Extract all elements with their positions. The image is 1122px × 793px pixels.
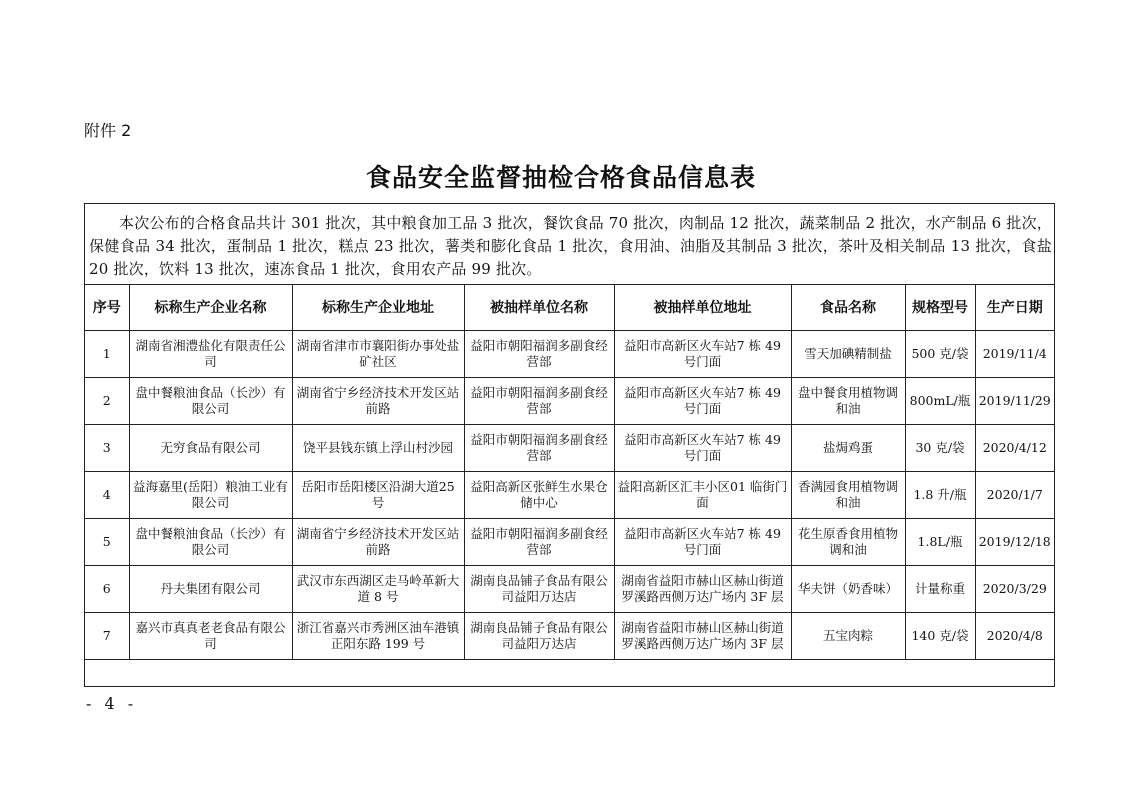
cell-producer-address: 湖南省津市市襄阳街办事处盐矿社区: [292, 331, 464, 378]
cell-sampled-unit-address: 益阳市高新区火车站7 栋 49 号门面: [614, 425, 791, 472]
cell-sampled-unit-address: 湖南省益阳市赫山区赫山街道罗溪路西侧万达广场内 3F 层: [614, 566, 791, 613]
page-title: 食品安全监督抽检合格食品信息表: [365, 163, 756, 192]
column-header-production-date: 生产日期: [975, 285, 1054, 331]
table-row: [85, 331, 1054, 378]
cell-sampled-unit-name: 湖南良品铺子食品有限公司益阳万达店: [464, 613, 614, 660]
table-row: [85, 472, 1054, 519]
cell-spec: 1.8L/瓶: [905, 519, 975, 566]
cell-producer-address: 武汉市东西湖区走马岭革新大道 8 号: [292, 566, 464, 613]
cell-production-date: 2019/11/4: [975, 331, 1054, 378]
cell-seq: 3: [85, 425, 129, 472]
cell-sampled-unit-address: 益阳市高新区火车站7 栋 49 号门面: [614, 378, 791, 425]
table-header-row: [85, 285, 1054, 331]
cell-producer-name: 湖南省湘澧盐化有限责任公司: [129, 331, 292, 378]
cell-producer-name: 丹夫集团有限公司: [129, 566, 292, 613]
column-header-producer-address: 标称生产企业地址: [292, 285, 464, 331]
cell-spec: 140 克/袋: [905, 613, 975, 660]
cell-producer-address: 湖南省宁乡经济技术开发区站前路: [292, 519, 464, 566]
cell-food-name: 花生原香食用植物调和油: [791, 519, 905, 566]
column-header-sampled-unit-address: 被抽样单位地址: [614, 285, 791, 331]
cell-food-name: 盘中餐食用植物调和油: [791, 378, 905, 425]
cell-sampled-unit-name: 益阳高新区张鲜生水果仓储中心: [464, 472, 614, 519]
cell-producer-name: 益海嘉里(岳阳）粮油工业有限公司: [129, 472, 292, 519]
cell-spec: 1.8 升/瓶: [905, 472, 975, 519]
cell-production-date: 2020/1/7: [975, 472, 1054, 519]
cell-spec: 30 克/袋: [905, 425, 975, 472]
table-row: [85, 425, 1054, 472]
cell-spec: 计量称重: [905, 566, 975, 613]
cell-food-name: 雪天加碘精制盐: [791, 331, 905, 378]
column-header-food-name: 食品名称: [791, 285, 905, 331]
cell-spec: 500 克/袋: [905, 331, 975, 378]
cell-food-name: 华夫饼（奶香味）: [791, 566, 905, 613]
cell-seq: 5: [85, 519, 129, 566]
cell-seq: 2: [85, 378, 129, 425]
cell-producer-name: 盘中餐粮油食品（长沙）有限公司: [129, 519, 292, 566]
attachment-label: 附件 2: [84, 121, 132, 140]
cell-producer-address: 岳阳市岳阳楼区沿湖大道25 号: [292, 472, 464, 519]
cell-food-name: 香满园食用植物调和油: [791, 472, 905, 519]
cell-sampled-unit-address: 益阳市高新区火车站7 栋 49 号门面: [614, 331, 791, 378]
cell-spec: 800mL/瓶: [905, 378, 975, 425]
cell-sampled-unit-name: 益阳市朝阳福润多副食经营部: [464, 519, 614, 566]
column-header-producer-name: 标称生产企业名称: [129, 285, 292, 331]
cell-sampled-unit-address: 湖南省益阳市赫山区赫山街道罗溪路西侧万达广场内 3F 层: [614, 613, 791, 660]
cell-production-date: 2019/11/29: [975, 378, 1054, 425]
cell-food-name: 五宝肉粽: [791, 613, 905, 660]
cell-seq: 4: [85, 472, 129, 519]
cell-producer-address: 浙江省嘉兴市秀洲区油车港镇正阳东路 199 号: [292, 613, 464, 660]
summary-paragraph: 本次公布的合格食品共计 301 批次，其中粮食加工品 3 批次，餐饮食品 70 批次，肉制品 12 批次，蔬菜制品 2 批次，水产制品 6 批次，保健食品 34 批次，蛋制品 1 批次，糕点 23 批次，薯类和膨化食品 1 批次，食用油、油脂及其制品 3 批次，茶叶及相关制品 13 批次，食盐 20 批次，饮料 13 批次，速冻食品 1 批次，食用农产品 99 批次。: [85, 204, 1054, 285]
cell-seq: 7: [85, 613, 129, 660]
cell-production-date: 2019/12/18: [975, 519, 1054, 566]
cell-producer-name: 盘中餐粮油食品（长沙）有限公司: [129, 378, 292, 425]
cell-sampled-unit-address: 益阳市高新区火车站7 栋 49 号门面: [614, 519, 791, 566]
cell-production-date: 2020/4/12: [975, 425, 1054, 472]
table-row: [85, 566, 1054, 613]
table-row: [85, 378, 1054, 425]
page-number: - 4 -: [86, 694, 138, 713]
column-header-spec: 规格型号: [905, 285, 975, 331]
cell-production-date: 2020/3/29: [975, 566, 1054, 613]
cell-producer-name: 无穷食品有限公司: [129, 425, 292, 472]
cell-sampled-unit-address: 益阳高新区汇丰小区01 临街门面: [614, 472, 791, 519]
inspection-table: [85, 285, 1054, 660]
info-table-frame: [84, 203, 1055, 687]
cell-producer-name: 嘉兴市真真老老食品有限公司: [129, 613, 292, 660]
cell-sampled-unit-name: 益阳市朝阳福润多副食经营部: [464, 378, 614, 425]
cell-seq: 6: [85, 566, 129, 613]
cell-sampled-unit-name: 湖南良品铺子食品有限公司益阳万达店: [464, 566, 614, 613]
table-row: [85, 519, 1054, 566]
cell-food-name: 盐焗鸡蛋: [791, 425, 905, 472]
cell-producer-address: 饶平县钱东镇上浮山村沙园: [292, 425, 464, 472]
cell-seq: 1: [85, 331, 129, 378]
table-row: [85, 613, 1054, 660]
cell-producer-address: 湖南省宁乡经济技术开发区站前路: [292, 378, 464, 425]
column-header-sampled-unit-name: 被抽样单位名称: [464, 285, 614, 331]
cell-production-date: 2020/4/8: [975, 613, 1054, 660]
cell-sampled-unit-name: 益阳市朝阳福润多副食经营部: [464, 425, 614, 472]
cell-sampled-unit-name: 益阳市朝阳福润多副食经营部: [464, 331, 614, 378]
column-header-seq: 序号: [85, 285, 129, 331]
